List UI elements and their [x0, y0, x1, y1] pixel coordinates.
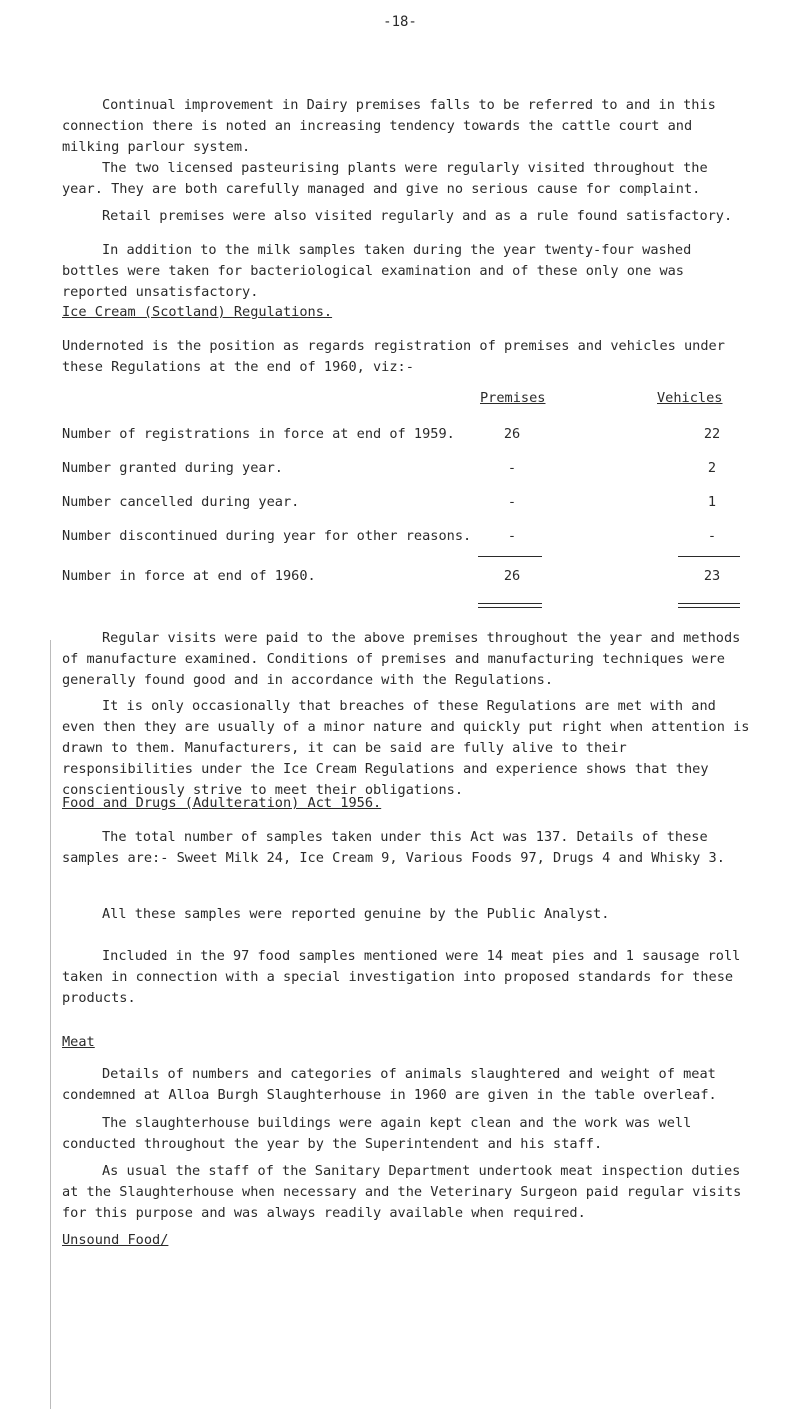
total-vehicles-value: 23: [703, 568, 721, 584]
total-premises-value: 26: [503, 568, 521, 584]
continuation-catchword: Unsound Food/: [62, 1232, 169, 1248]
column-header-premises: Premises: [480, 390, 546, 406]
row-label: Number discontinued during year for other reasons.: [62, 528, 472, 544]
column-header-vehicles: Vehicles: [657, 390, 723, 406]
premises-value: 26: [503, 426, 521, 442]
inspection-paragraph: As usual the staff of the Sanitary Department undertook meat inspection duties at the Slaughterhouse when necessary and the Veterinary Surgeon paid regular visits for this purpose and was always readily available when required.: [62, 1163, 742, 1221]
bottles-paragraph: In addition to the milk samples taken during the year twenty-four washed bottles were taken for bacteriological examination and of these only one was reported unsatisfactory.: [62, 242, 692, 300]
premises-value: -: [507, 528, 517, 544]
total-double-rule-vehicles-bottom: [678, 607, 740, 608]
ice-cream-breaches-paragraph: It is only occasionally that breaches of these Regulations are met with and even then they are usually of a minor nature and quickly put right when attention is drawn to them. Manufacturers, it can be said are fully alive to their responsibilities under the Ice Cream Regulations and experience shows that they conscientiously strive to meet their obligations.: [62, 698, 750, 798]
total-double-rule-premises-bottom: [478, 607, 542, 608]
table-row: [62, 492, 752, 513]
total-label: Number in force at end of 1960.: [62, 568, 316, 584]
ice-cream-heading: Ice Cream (Scotland) Regulations.: [62, 304, 333, 320]
meat-details-paragraph: Details of numbers and categories of animals slaughtered and weight of meat condemned at Alloa Burgh Slaughterhouse in 1960 are given in the table overleaf.: [62, 1066, 717, 1103]
row-label: Number cancelled during year.: [62, 494, 300, 510]
subtotal-rule-premises: [478, 556, 542, 557]
page-number: -18-: [383, 14, 417, 30]
meat-pies-paragraph: Included in the 97 food samples mentioned were 14 meat pies and 1 sausage roll taken in connection with a special investigation into proposed standards for these products.: [62, 948, 741, 1006]
vehicles-value: 1: [707, 494, 717, 510]
vehicles-value: -: [707, 528, 717, 544]
table-row: [62, 526, 752, 547]
retail-paragraph: Retail premises were also visited regularly and as a rule found satisfactory.: [102, 208, 733, 224]
row-label: Number granted during year.: [62, 460, 283, 476]
table-row: [62, 424, 752, 445]
premises-value: -: [507, 494, 517, 510]
page-edge-mark: [50, 640, 51, 1409]
vehicles-value: 2: [707, 460, 717, 476]
table-total-row: [62, 566, 752, 587]
dairy-paragraph: Continual improvement in Dairy premises falls to be referred to and in this connection there is noted an increasing tendency towards the cattle court and milking parlour system.: [62, 97, 716, 155]
row-label: Number of registrations in force at end of 1959.: [62, 426, 455, 442]
food-drugs-heading: Food and Drugs (Adulteration) Act 1956.: [62, 795, 382, 811]
slaughterhouse-paragraph: The slaughterhouse buildings were again kept clean and the work was well conducted throughout the year by the Superintendent and his staff.: [62, 1115, 692, 1152]
ice-cream-intro: Undernoted is the position as regards registration of premises and vehicles under these Regulations at the end of 1960, viz:-: [62, 338, 725, 375]
premises-value: -: [507, 460, 517, 476]
pasteurising-paragraph: The two licensed pasteurising plants were regularly visited throughout the year. They are both carefully managed and give no serious cause for complaint.: [62, 160, 708, 197]
total-double-rule-vehicles-top: [678, 603, 740, 604]
meat-heading: Meat: [62, 1034, 95, 1050]
subtotal-rule-vehicles: [678, 556, 740, 557]
vehicles-value: 22: [703, 426, 721, 442]
samples-paragraph: The total number of samples taken under this Act was 137. Details of these samples are:- Sweet Milk 24, Ice Cream 9, Various Foods 97, Drugs 4 and Whisky 3.: [62, 829, 725, 866]
table-row: [62, 458, 752, 479]
ice-cream-visits-paragraph: Regular visits were paid to the above premises throughout the year and methods of manufacture examined. Conditions of premises and manufacturing techniques were generally found good and in accordance with the Regulations.: [62, 630, 741, 688]
total-double-rule-premises-top: [478, 603, 542, 604]
genuine-paragraph: All these samples were reported genuine by the Public Analyst.: [102, 906, 610, 922]
